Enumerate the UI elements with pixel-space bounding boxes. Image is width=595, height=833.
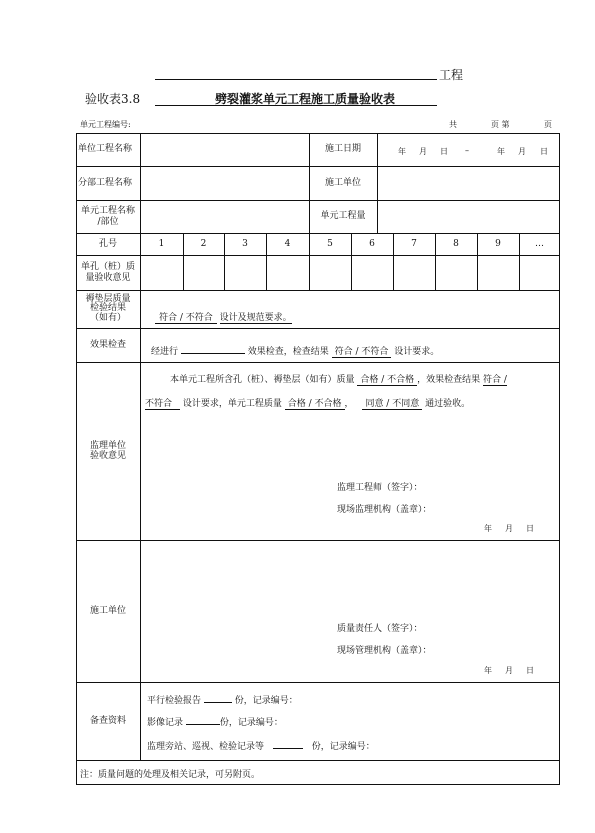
hole-number: 2 [200, 238, 207, 249]
page-total-label: 共 [449, 120, 457, 129]
single-hole-quality-cell[interactable] [394, 256, 435, 290]
form-number: 验收表3.8 [85, 92, 141, 106]
unit-no-label: 单元工程编号: [80, 120, 131, 129]
site-management-stamp[interactable]: 现场管理机构（盖章）： [337, 646, 432, 656]
unit-project-name-field[interactable] [141, 134, 308, 165]
contractor-field[interactable] [378, 167, 559, 199]
approval-option[interactable]: 同意 / 不同意 [362, 396, 422, 410]
single-hole-quality-cell[interactable] [520, 256, 559, 290]
page-of-label: 页 第 [491, 120, 510, 129]
unit-project-name-label: 单位工程名称 [78, 144, 133, 155]
page-title: 劈裂灌浆单元工程施工质量验收表 [215, 92, 396, 106]
hole-number: 5 [327, 238, 333, 249]
reference-records-label: 备查资料 [89, 715, 126, 726]
effect-result-option-a[interactable]: 符合 / [483, 372, 507, 386]
unit-quantity-label: 单元工程量 [320, 211, 366, 222]
sub-project-name-field[interactable] [141, 167, 308, 199]
hole-number: 3 [242, 238, 248, 249]
parallel-test-count-field[interactable] [204, 692, 232, 703]
project-name-underline [155, 79, 437, 80]
contractor-section-label: 施工单位 [89, 605, 126, 616]
unit-quantity-field[interactable] [378, 201, 559, 232]
records-line-2: 影像记录 份，记录编号： [147, 714, 283, 728]
effect-check-option[interactable]: 符合 / 不符合 [332, 344, 392, 358]
hole-number: 7 [411, 238, 417, 249]
single-hole-quality-label: 单孔（桩）质 量验收意见 [80, 262, 135, 283]
unit-name-field[interactable] [141, 201, 308, 232]
page-unit-label: 页 [544, 120, 552, 129]
supervision-engineer-sign[interactable]: 监理工程师（签字）： [337, 483, 423, 493]
cushion-layer-option[interactable]: 符合 / 不符合 [155, 310, 217, 324]
hole-no-label: 孔号 [98, 238, 117, 249]
quality-responsible-sign[interactable]: 质量责任人（签字）： [337, 624, 423, 634]
supervision-agency-stamp[interactable]: 现场监理机构（盖章）： [337, 505, 432, 515]
hole-number: 1 [158, 238, 165, 249]
supervision-record-count-field[interactable] [273, 738, 303, 749]
effect-check-text: 经进行 效果检查，检查结果 符合 / 不符合 设计要求。 [151, 343, 439, 358]
supervision-line-2: 不符合 设计要求，单元工程质量 合格 / 不合格 ， 同意 / 不同意 通过验收。 [145, 396, 470, 410]
contractor-label: 施工单位 [324, 177, 361, 188]
supervision-opinion-label: 监理单位 验收意见 [89, 440, 126, 461]
records-line-1: 平行检验报告 份，记录编号： [147, 692, 298, 706]
effect-result-option-b[interactable]: 不符合 [145, 396, 180, 410]
effect-check-label: 效果检查 [89, 339, 126, 350]
single-hole-quality-cell[interactable] [141, 256, 183, 290]
unit-name-label: 单元工程名称 /部位 [80, 206, 135, 227]
hole-number: … [535, 238, 544, 249]
hole-number: 6 [369, 238, 375, 249]
single-hole-quality-cell[interactable] [267, 256, 309, 290]
single-hole-quality-cell[interactable] [478, 256, 519, 290]
single-hole-quality-cell[interactable] [225, 256, 266, 290]
supervision-line-1: 本单元工程所含孔（桩）、褥垫层（如有）质量 合格 / 不合格 ，效果检查结果 符合 / [170, 372, 507, 386]
cushion-layer-tail: 设计及规范要求。 [220, 310, 292, 324]
unit-quality-option[interactable]: 合格 / 不合格 [357, 372, 417, 386]
title-underline [155, 105, 437, 106]
footnote: 注：质量问题的处理及相关记录，可另附页。 [80, 770, 261, 780]
single-hole-quality-cell[interactable] [184, 256, 224, 290]
hole-number: 8 [453, 238, 459, 249]
hole-number: 9 [495, 238, 501, 249]
cushion-layer-result [155, 310, 292, 324]
single-hole-quality-cell[interactable] [436, 256, 477, 290]
single-hole-quality-cell[interactable] [352, 256, 393, 290]
unit-grade-option[interactable]: 合格 / 不合格 [285, 396, 345, 410]
image-record-count-field[interactable] [186, 714, 220, 725]
single-hole-quality-cell[interactable] [310, 256, 351, 290]
construction-date-label: 施工日期 [324, 144, 361, 155]
hole-number: 4 [284, 238, 291, 249]
project-suffix: 工程 [439, 68, 464, 82]
records-line-3: 监理旁站、巡视、检验记录等 份，记录编号： [147, 738, 375, 752]
cushion-layer-label: 褥垫层质量 检验结果 （如有） [85, 293, 131, 323]
effect-check-count-field[interactable] [181, 343, 245, 354]
sub-project-name-label: 分部工程名称 [78, 177, 133, 188]
